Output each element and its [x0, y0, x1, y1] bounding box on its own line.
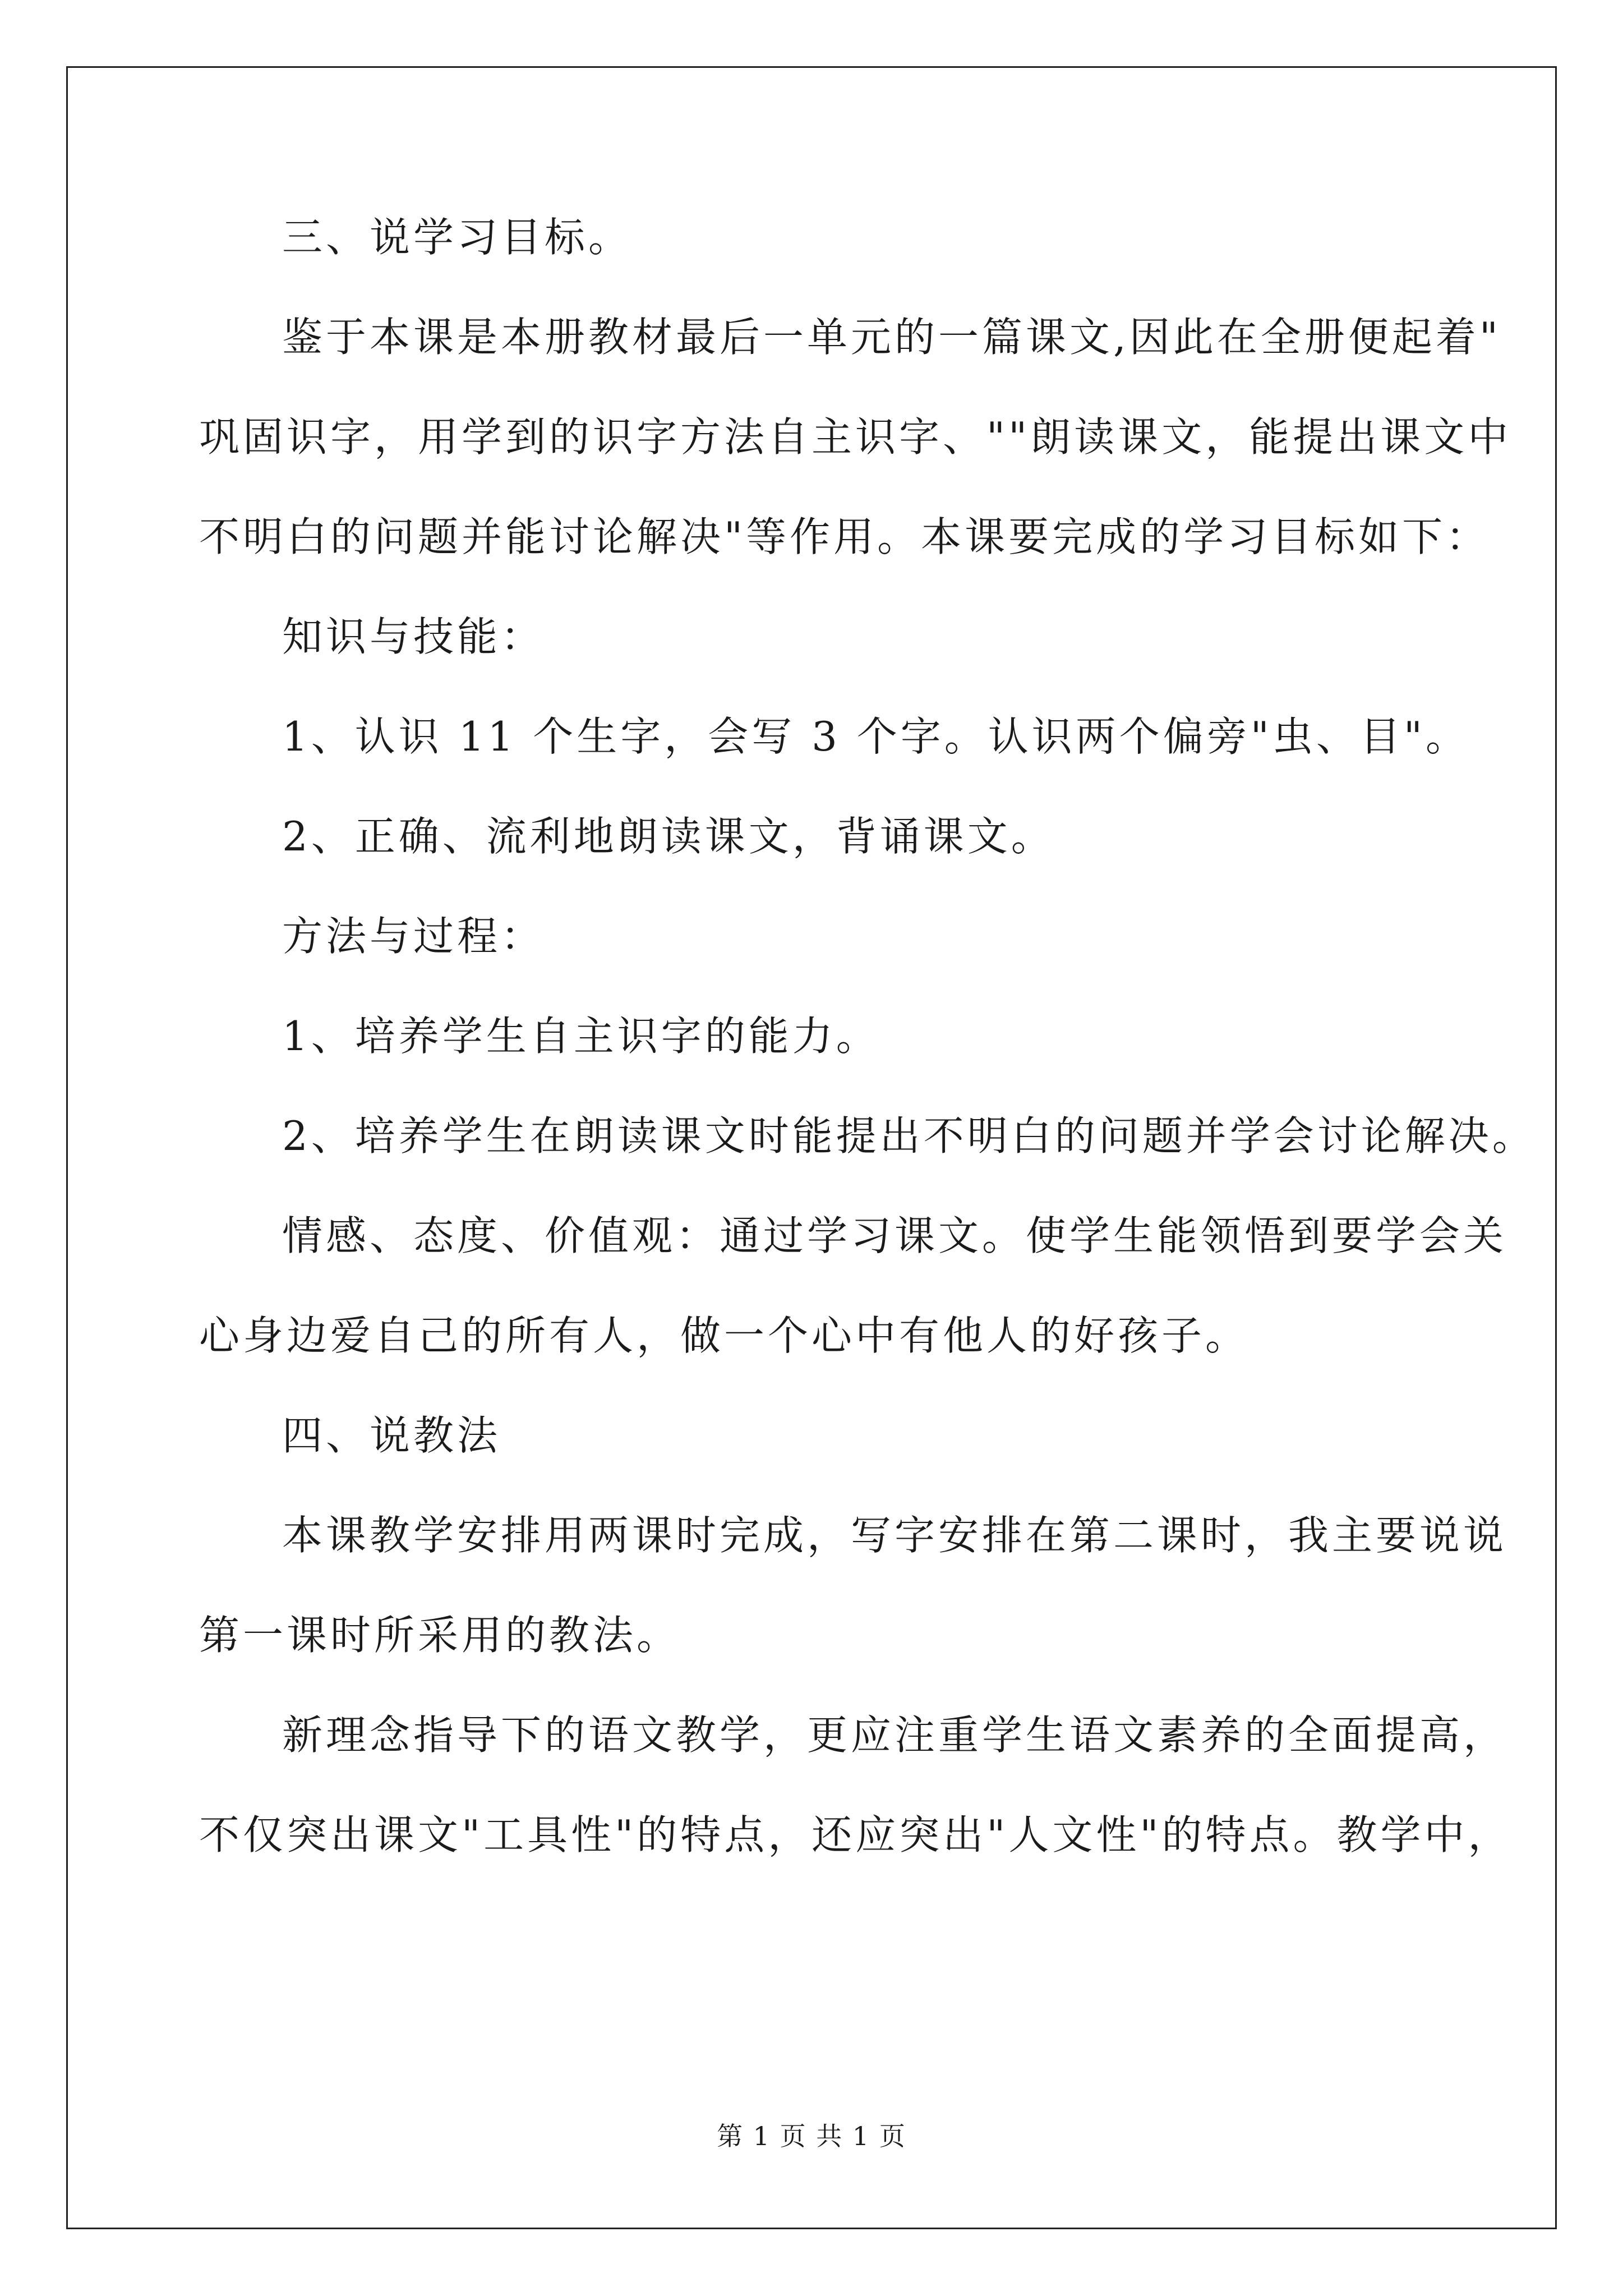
subheading-methods-process: 方法与过程： — [282, 913, 545, 960]
paragraph-line: 巩固识字，用学到的识字方法自主识字、""朗读课文，能提出课文中 — [199, 413, 1512, 461]
section-heading-teaching-method: 四、说教法 — [282, 1412, 501, 1459]
page-number-footer: 第 1 页 共 1 页 — [717, 2121, 906, 2151]
subheading-knowledge-skills: 知识与技能： — [282, 613, 545, 660]
list-item: 2、培养学生在朗读课文时能提出不明白的问题并学会讨论解决。 — [282, 1112, 1536, 1159]
list-item: 1、培养学生自主识字的能力。 — [282, 1013, 880, 1060]
list-item: 1、认识 11 个生字，会写 3 个字。认识两个偏旁"虫、目"。 — [282, 713, 1470, 760]
paragraph-line: 第一课时所采用的教法。 — [199, 1612, 681, 1659]
paragraph-line: 不仅突出课文"工具性"的特点，还应突出"人文性"的特点。教学中， — [199, 1811, 1512, 1858]
list-item: 2、正确、流利地朗读课文，背诵课文。 — [282, 813, 1055, 860]
paragraph-line: 鉴于本课是本册教材最后一单元的一篇课文,因此在全册便起着" — [282, 314, 1502, 361]
paragraph-line: 不明白的问题并能讨论解决"等作用。本课要完成的学习目标如下： — [199, 513, 1490, 560]
paragraph-line: 本课教学安排用两课时完成，写字安排在第二课时，我主要说说 — [282, 1512, 1507, 1559]
section-heading-learning-goals: 三、说学习目标。 — [282, 214, 633, 261]
paragraph-line: 情感、态度、价值观：通过学习课文。使学生能领悟到要学会关 — [282, 1212, 1507, 1259]
paragraph-line: 新理念指导下的语文教学，更应注重学生语文素养的全面提高， — [282, 1711, 1507, 1759]
paragraph-line: 心身边爱自己的所有人，做一个心中有他人的好孩子。 — [199, 1312, 1249, 1359]
